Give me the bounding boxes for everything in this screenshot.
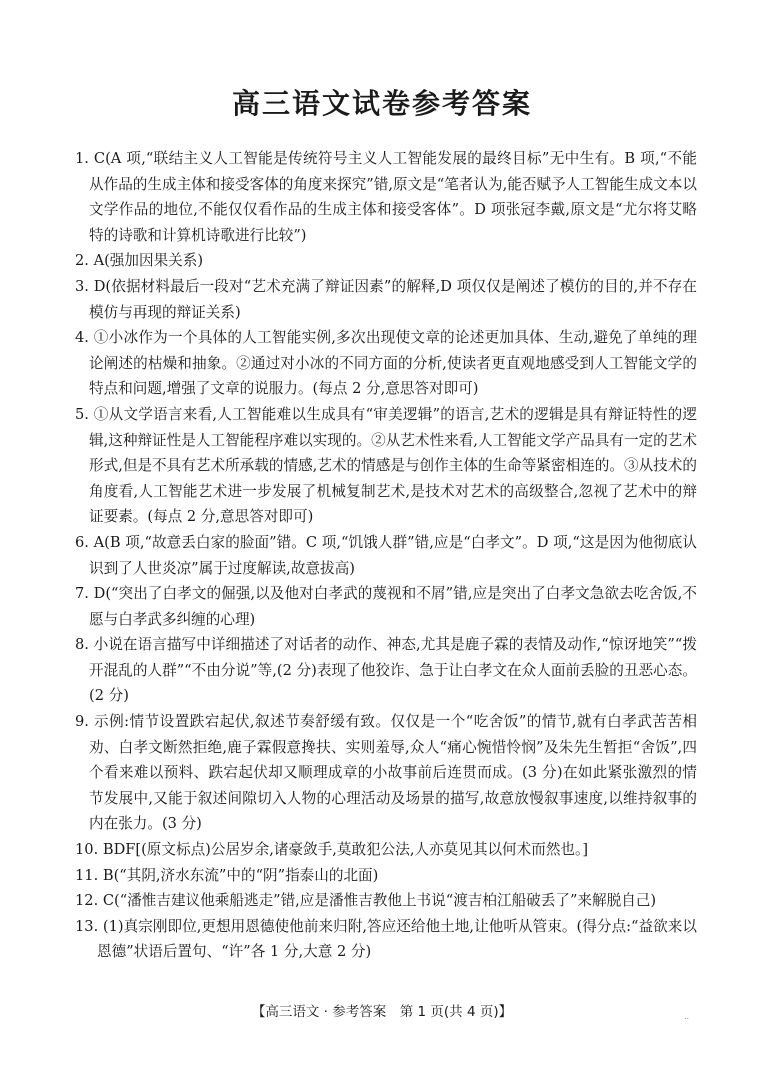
answer-item-8: 8. 小说在语言描写中详细描述了对话者的动作、神态,尤其是鹿子霖的表情及动作,“惊讶地笑”“拨开混乱的人群”“不由分说”等,(2 分)表现了他狡诈、急于让白孝文在众人面前丢脸的丑恶心态。(2 分)	[75, 636, 697, 705]
answer-item-7: 7. D(“突出了白孝文的倔强,以及他对白孝武的蔑视和不屑”错,应是突出了白孝文急欲去吃舍饭,不愿与白孝武多纠缠的心理)	[75, 585, 697, 628]
answer-item-10: 10. BDF[(原文标点)公居岁余,诸豪敛手,莫敢犯公法,人亦莫见其以何术而然也。]	[75, 841, 589, 859]
corner-mark: ..	[684, 1012, 690, 1021]
page-title: 高三语文试卷参考答案	[231, 87, 532, 120]
answer-item-4: 4. ①小冰作为一个具体的人工智能实例,多次出现使文章的论述更加具体、生动,避免了单纯的理论阐述的枯燥和抽象。②通过对小冰的不同方面的分析,使读者更直观地感受到人工智能文学的特点和问题,增强了文章的说服力。(每点 2 分,意思答对即可)	[75, 329, 697, 398]
answer-item-13: 13. (1)真宗刚即位,更想用恩德使他前来归附,答应还给他土地,让他听从管束。(得分点:“益欲来以恩德”状语后置句、“许”各 1 分,大意 2 分)	[75, 917, 697, 961]
answer-item-1: 1. C(A 项,“联结主义人工智能是传统符号主义人工智能发展的最终目标”无中生有。B 项,“不能从作品的生成主体和接受客体的角度来探究”错,原文是“笔者认为,能否赋予人工智能生成文本以文学作品的地位,不能仅仅看作品的生成主体和接受客体”。D 项张冠李戴,原文是“尤尔将艾略特的诗歌和计算机诗歌进行比较”)	[75, 150, 697, 244]
page-footer: 【高三语文 · 参考答案 第 1 页(共 4 页)】	[251, 1004, 513, 1020]
answer-item-5: 5. ①从文学语言来看,人工智能难以生成具有“审美逻辑”的语言,艺术的逻辑是具有辩证特性的逻辑,这种辩证性是人工智能程序难以实现的。②从艺术性来看,人工智能文学产品具有一定的艺术形式,但是不具有艺术所承载的情感,艺术的情感是与创作主体的生命等紧密相连的。③从技术的角度看,人工智能艺术进一步发展了机械复制艺术,是技术对艺术的高级整合,忽视了艺术中的辩证要素。(每点 2 分,意思答对即可)	[75, 405, 697, 526]
answer-item-11: 11. B(“其阴,济水东流”中的“阴”指泰山的北面)	[75, 866, 379, 884]
answer-item-2: 2. A(强加因果关系)	[75, 252, 204, 270]
answer-item-12: 12. C(“潘惟吉建议他乘船逃走”错,应是潘惟吉教他上书说“渡吉柏江船破丢了”来解脱自己)	[75, 892, 657, 910]
answer-item-9: 9. 示例:情节设置跌宕起伏,叙述节奏舒缓有致。仅仅是一个“吃舍饭”的情节,就有白孝武苦苦相劝、白孝文断然拒绝,鹿子霖假意搀扶、实则羞辱,众人“痛心惋惜怜悯”及朱先生暂拒“舍饭”,四个看来难以预料、跌宕起伏却又顺理成章的小故事前后连贯而成。(3 分)在如此紧张激烈的情节发展中,又能于叙述间隙切入人物的心理活动及场景的描写,故意放慢叙事速度,以维持叙事的内在张力。(3 分)	[75, 713, 697, 833]
answer-list	[75, 146, 697, 965]
answer-item-3: 3. D(依据材料最后一段对“艺术充满了辩证因素”的解释,D 项仅仅是阐述了模仿的目的,并不存在模仿与再现的辩证关系)	[75, 277, 697, 321]
answer-item-6: 6. A(B 项,“故意丢白家的脸面”错。C 项,“饥饿人群”错,应是“白孝文”。D 项,“这是因为他彻底认识到了人世炎凉”属于过度解读,故意拔高)	[75, 533, 697, 577]
